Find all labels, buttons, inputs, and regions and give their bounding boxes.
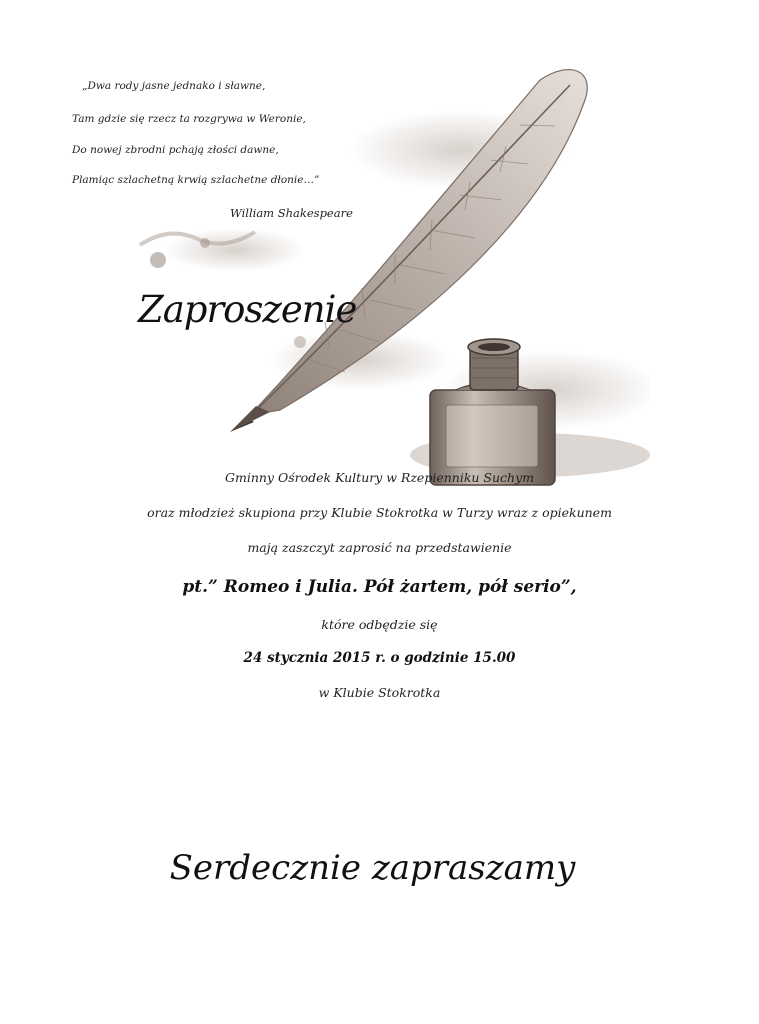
- event-line: które odbędzie się: [321, 617, 438, 632]
- quote-line-3: Do nowej zbrodni pchają złości dawne,: [72, 144, 279, 156]
- quill-and-inkwell-icon: [130, 60, 650, 500]
- event-date: 24 stycznia 2015 r. o godzinie 15.00: [243, 650, 516, 666]
- event-place: w Klubie Stokrotka: [318, 685, 441, 700]
- quote-author: William Shakespeare: [230, 206, 353, 220]
- organizer-line-1: Gminny Ośrodek Kultury w Rzepienniku Suchym: [224, 470, 535, 485]
- quote-line-4: Plamiąc szlachetną krwią szlachetne dłonie…”: [72, 174, 320, 186]
- quote-line-1: „Dwa rody jasne jednako i sławne,: [82, 80, 266, 92]
- play-title: pt.” Romeo i Julia. Pół żartem, pół serio”,: [182, 577, 577, 597]
- organizer-line-2: oraz młodzież skupiona przy Klubie Stokrotka w Turzy wraz z opiekunem: [147, 505, 612, 520]
- page-title: Zaproszenie: [138, 288, 357, 331]
- invite-line: mają zaszczyt zaprosić na przedstawienie: [247, 540, 512, 555]
- quote-line-2: Tam gdzie się rzecz ta rozgrywa w Weronie,: [72, 113, 306, 125]
- closing-text: Serdecznie zapraszamy: [169, 848, 576, 888]
